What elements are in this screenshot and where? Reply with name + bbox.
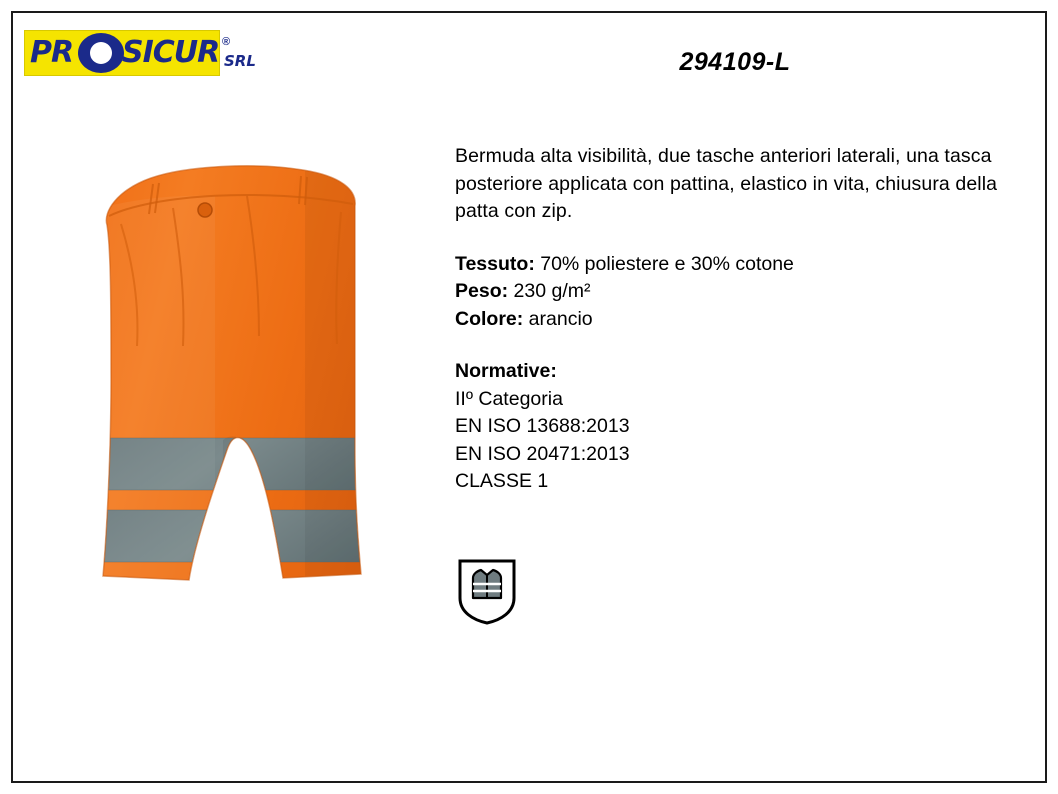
logo-registered-mark: ® xyxy=(222,36,231,48)
spec-label-tessuto: Tessuto: xyxy=(455,252,535,275)
spec-value-peso: 230 g/m² xyxy=(513,280,591,302)
product-description-text: Bermuda alta visibilità, due tasche anteriori laterali, una tasca posteriore applicata con pattina, elastico in vita, chiusura della patta con zip. xyxy=(455,145,998,222)
norms-title: Normative: xyxy=(455,360,557,382)
spec-label-peso: Peso: xyxy=(455,280,509,302)
product-description-block xyxy=(455,143,1015,496)
norm-item-categoria: IIº Categoria xyxy=(455,387,563,410)
spec-label-colore: Colore: xyxy=(455,307,524,330)
logo-text-sicur: SICUR xyxy=(122,35,220,70)
spec-row-peso xyxy=(455,278,1015,306)
product-specs xyxy=(455,251,1015,334)
spec-row-colore xyxy=(455,306,1015,334)
page-title: 294109-L xyxy=(679,48,791,76)
logo-text-srl: SRL xyxy=(224,52,256,70)
logo-text-pro: PR xyxy=(30,35,74,70)
spec-value-colore: arancio xyxy=(528,307,593,330)
spec-row-tessuto xyxy=(455,251,1015,279)
norm-item-en-20471: EN ISO 20471:2013 xyxy=(455,442,630,465)
company-logo xyxy=(24,30,254,82)
product-norms xyxy=(455,358,1015,496)
high-visibility-clothing-pictogram-icon xyxy=(457,558,517,626)
shorts-illustration xyxy=(55,150,425,620)
logo-ellipse-inner-icon xyxy=(90,42,112,64)
spec-value-tessuto: 70% poliestere e 30% cotone xyxy=(540,252,794,275)
norm-item-en-13688: EN ISO 13688:2013 xyxy=(455,415,630,437)
product-image xyxy=(55,150,425,620)
norm-item-classe: CLASSE 1 xyxy=(455,470,549,492)
